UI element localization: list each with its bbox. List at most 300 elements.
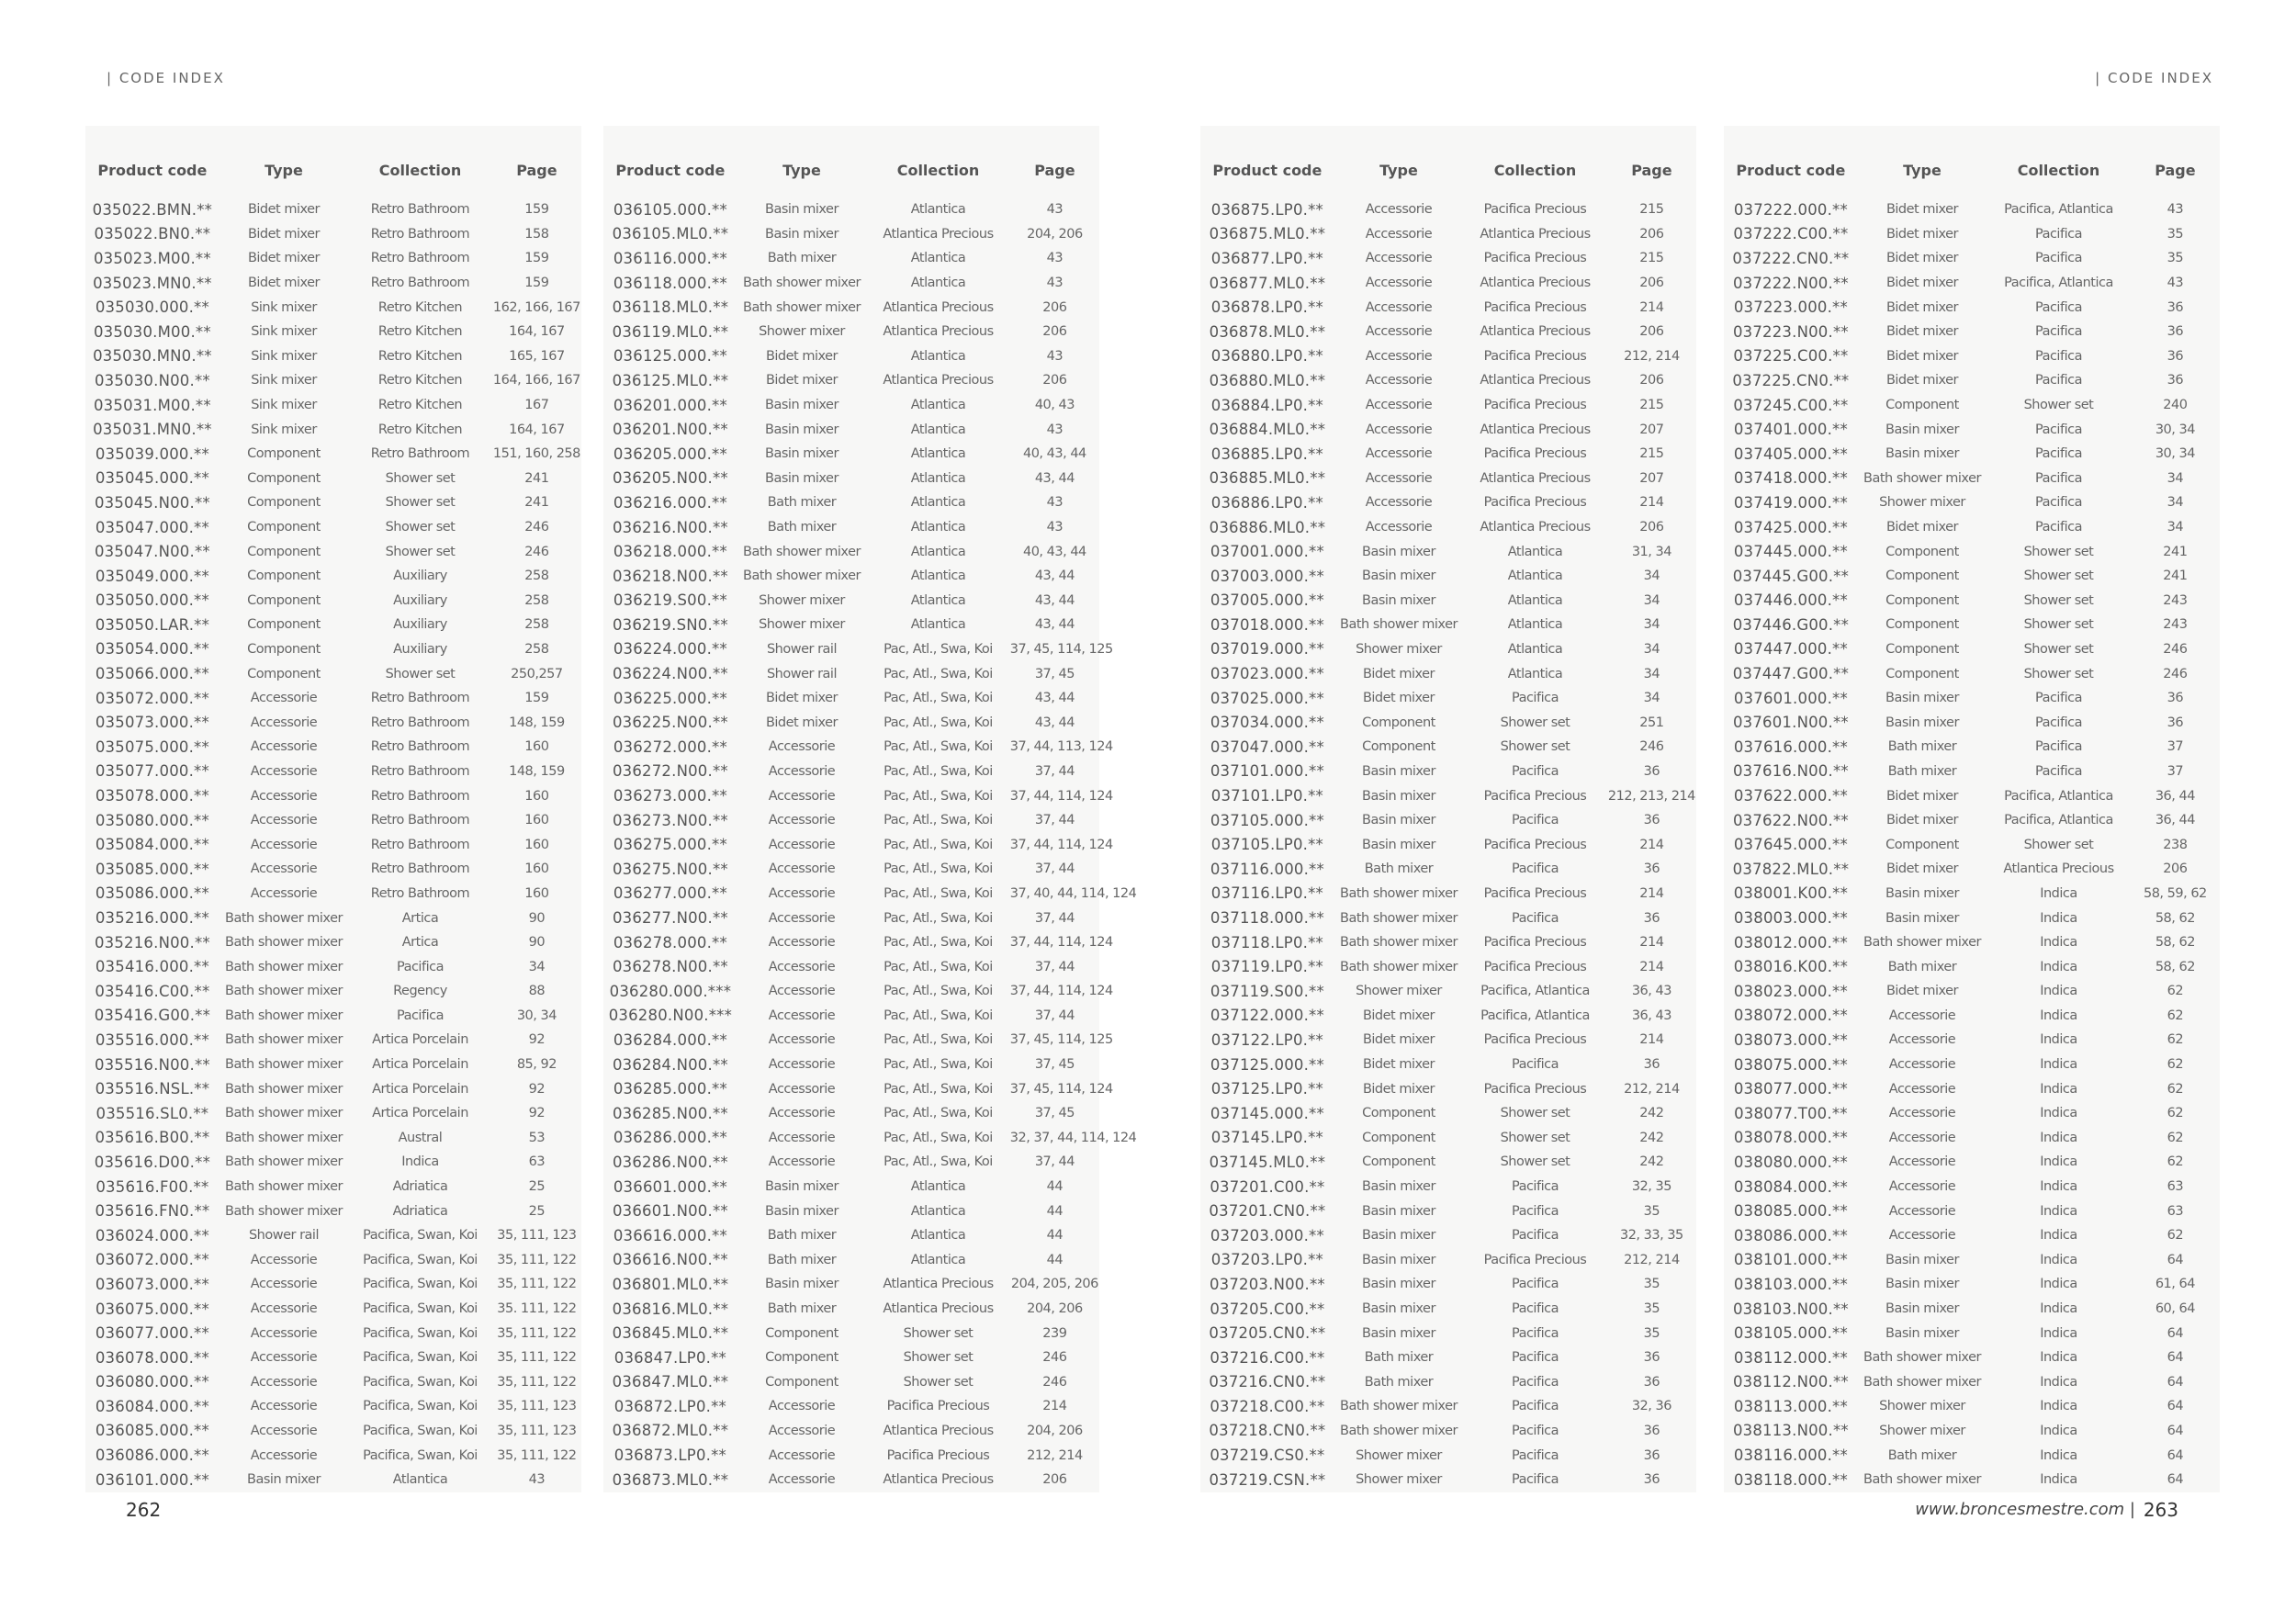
page-cell: 37, 45 bbox=[1034, 1106, 1075, 1121]
type-cell: Bath shower mixer bbox=[1863, 935, 1981, 951]
table-row bbox=[85, 1394, 581, 1419]
type-cell: Bath mixer bbox=[1364, 1350, 1434, 1366]
page-cell: 242 bbox=[1639, 1154, 1664, 1170]
type-cell: Basin mixer bbox=[765, 1179, 838, 1195]
page-cell: 37, 44, 114, 124 bbox=[1009, 837, 1113, 852]
table-row bbox=[85, 832, 581, 857]
page-cell: 43, 44 bbox=[1034, 592, 1075, 608]
collection-cell: Indica bbox=[2040, 1301, 2077, 1317]
column-header-page: Page bbox=[1034, 161, 1075, 179]
type-cell: Accessorie bbox=[1365, 226, 1433, 242]
product-code-cell: 036118.000.** bbox=[613, 274, 727, 292]
page-cell: 34 bbox=[1643, 641, 1660, 657]
table-row bbox=[603, 686, 1099, 711]
table-row bbox=[85, 320, 581, 344]
table-row bbox=[1724, 271, 2220, 296]
collection-cell: Pac, Atl., Swa, Koi bbox=[884, 691, 993, 706]
collection-cell: Pacifica bbox=[396, 959, 444, 974]
table-row bbox=[603, 1028, 1099, 1053]
table-row bbox=[85, 539, 581, 564]
table-row bbox=[1200, 539, 1696, 564]
collection-cell: Auxiliary bbox=[393, 617, 447, 633]
page-cell: 159 bbox=[524, 202, 549, 218]
page-cell: 206 bbox=[1042, 373, 1067, 388]
collection-cell: Pacifica bbox=[2034, 299, 2082, 315]
collection-cell: Shower set bbox=[2023, 837, 2094, 852]
product-code-cell: 036878.LP0.** bbox=[1210, 298, 1323, 317]
product-code-cell: 037145.000.** bbox=[1210, 1104, 1324, 1122]
table-row bbox=[1200, 832, 1696, 857]
page-cell: 63 bbox=[528, 1154, 546, 1170]
table-row bbox=[603, 906, 1099, 930]
page-cell: 44 bbox=[1046, 1228, 1064, 1244]
product-code-cell: 037216.C00.** bbox=[1210, 1348, 1325, 1367]
collection-cell: Indica bbox=[2040, 1447, 2077, 1463]
page-cell: 43, 44 bbox=[1034, 715, 1075, 730]
collection-cell: Retro Bathroom bbox=[370, 226, 470, 242]
page-cell: 43 bbox=[1046, 202, 1064, 218]
collection-cell: Pac, Atl., Swa, Koi bbox=[884, 837, 993, 852]
page-cell: 242 bbox=[1639, 1130, 1664, 1145]
page-cell: 212, 214 bbox=[1624, 1081, 1680, 1097]
type-cell: Basin mixer bbox=[1362, 569, 1435, 584]
product-code-cell: 037601.N00.** bbox=[1732, 714, 1849, 732]
product-code-cell: 036275.N00.** bbox=[612, 860, 728, 878]
type-cell: Component bbox=[247, 495, 321, 511]
collection-cell: Atlantica Precious bbox=[2003, 861, 2114, 877]
collection-cell: Pacifica bbox=[1511, 910, 1559, 926]
product-code-cell: 037225.CN0.** bbox=[1732, 371, 1850, 389]
table-row bbox=[1200, 197, 1696, 222]
product-code-cell: 035086.000.** bbox=[95, 884, 209, 903]
page-cell: 246 bbox=[2163, 641, 2188, 657]
table-row bbox=[1200, 1223, 1696, 1248]
table-row bbox=[1200, 368, 1696, 393]
product-code-cell: 036884.ML0.** bbox=[1209, 421, 1326, 439]
page-cell: 43 bbox=[1046, 422, 1064, 437]
type-cell: Bidet mixer bbox=[765, 691, 838, 706]
collection-cell: Shower set bbox=[1500, 1130, 1570, 1145]
collection-cell: Atlantica bbox=[910, 520, 966, 535]
product-code-cell: 036075.000.** bbox=[95, 1300, 209, 1318]
page-cell: 37, 44 bbox=[1034, 959, 1075, 974]
page-cell: 36 bbox=[1643, 1472, 1660, 1488]
table-row bbox=[85, 1150, 581, 1175]
product-code-cell: 036205.N00.** bbox=[612, 469, 728, 488]
product-code-cell: 035045.000.** bbox=[95, 469, 209, 488]
table-row bbox=[1200, 246, 1696, 271]
page-cell: 34 bbox=[1643, 569, 1660, 584]
product-code-cell: 038072.000.** bbox=[1733, 1007, 1848, 1025]
type-cell: Shower mixer bbox=[1356, 1472, 1442, 1488]
collection-cell: Pacifica, Swan, Koi bbox=[363, 1399, 478, 1414]
table-row bbox=[603, 1468, 1099, 1492]
table-row bbox=[1724, 613, 2220, 637]
collection-cell: Atlantica Precious bbox=[883, 1301, 994, 1317]
type-cell: Bidet mixer bbox=[1885, 373, 1959, 388]
page-cell: 92 bbox=[528, 1032, 546, 1048]
collection-cell: Pac, Atl., Swa, Koi bbox=[884, 1008, 993, 1023]
product-code-cell: 037105.000.** bbox=[1210, 811, 1324, 829]
table-row bbox=[85, 1076, 581, 1101]
type-cell: Bidet mixer bbox=[1885, 202, 1959, 218]
collection-cell: Artica bbox=[401, 935, 439, 951]
collection-cell: Shower set bbox=[2023, 398, 2094, 413]
type-cell: Accessorie bbox=[768, 1130, 836, 1145]
product-code-cell: 036284.N00.** bbox=[612, 1055, 728, 1074]
page-cell: 35 bbox=[1643, 1203, 1660, 1219]
collection-cell: Pacifica bbox=[2034, 470, 2082, 486]
product-code-cell: 035073.000.** bbox=[95, 714, 209, 732]
product-code-cell: 036272.000.** bbox=[613, 737, 727, 756]
product-code-cell: 036278.000.** bbox=[613, 933, 727, 951]
table-row bbox=[85, 393, 581, 418]
type-cell: Component bbox=[1885, 666, 1959, 681]
product-code-cell: 037218.C00.** bbox=[1210, 1397, 1325, 1415]
table-row bbox=[1724, 735, 2220, 760]
page-cell: 92 bbox=[528, 1106, 546, 1121]
product-code-cell: 035031.M00.** bbox=[93, 396, 211, 414]
page-cell: 214 bbox=[1042, 1399, 1067, 1414]
page-cell: 35, 111, 123 bbox=[497, 1399, 577, 1414]
table-row bbox=[1200, 857, 1696, 882]
type-cell: Basin mixer bbox=[1885, 422, 1959, 437]
table-row bbox=[1200, 808, 1696, 833]
collection-cell: Atlantica bbox=[1507, 666, 1563, 681]
collection-cell: Atlantica bbox=[910, 446, 966, 462]
type-cell: Accessorie bbox=[1888, 1154, 1956, 1170]
product-code-cell: 036280.N00.*** bbox=[608, 1007, 733, 1025]
collection-cell: Pac, Atl., Swa, Koi bbox=[884, 666, 993, 681]
page-cell: 37, 45 bbox=[1034, 1057, 1075, 1073]
collection-cell: Austral bbox=[398, 1130, 443, 1145]
type-cell: Bath shower mixer bbox=[1863, 1472, 1981, 1488]
product-code-cell: 035039.000.** bbox=[95, 445, 209, 463]
page-cell: 37 bbox=[2167, 739, 2184, 755]
type-cell: Shower mixer bbox=[1879, 495, 1965, 511]
table-row bbox=[1200, 1248, 1696, 1273]
page-cell: 43 bbox=[1046, 251, 1064, 266]
page-cell: 206 bbox=[1639, 373, 1664, 388]
table-row bbox=[1200, 344, 1696, 369]
table-row bbox=[1724, 882, 2220, 906]
collection-cell: Indica bbox=[2040, 1057, 2077, 1073]
page-cell: 37, 44 bbox=[1034, 763, 1075, 779]
product-code-cell: 036884.LP0.** bbox=[1210, 396, 1323, 414]
collection-cell: Indica bbox=[2040, 1203, 2077, 1219]
table-row bbox=[1724, 954, 2220, 979]
table-row bbox=[85, 613, 581, 637]
page-cell: 64 bbox=[2167, 1374, 2184, 1390]
table-row bbox=[1724, 467, 2220, 491]
product-code-cell: 037216.CN0.** bbox=[1209, 1373, 1326, 1391]
product-code-cell: 035047.000.** bbox=[95, 518, 209, 536]
table-row bbox=[1200, 1443, 1696, 1468]
table-row bbox=[1200, 271, 1696, 296]
table-row bbox=[1724, 1150, 2220, 1175]
collection-cell: Indica bbox=[2040, 1008, 2077, 1023]
table-row bbox=[1200, 1272, 1696, 1297]
collection-cell: Pacifica Precious bbox=[1483, 959, 1587, 974]
table-row bbox=[85, 930, 581, 955]
page-cell: 258 bbox=[524, 592, 549, 608]
page-cell: 37, 45, 114, 124 bbox=[1009, 1081, 1113, 1097]
page-cell: 246 bbox=[524, 520, 549, 535]
page-cell: 241 bbox=[524, 470, 549, 486]
page-cell: 214 bbox=[1639, 837, 1664, 852]
product-code-cell: 037425.000.** bbox=[1733, 518, 1848, 536]
page-cell: 206 bbox=[1639, 226, 1664, 242]
product-code-cell: 035216.000.** bbox=[95, 909, 209, 928]
collection-cell: Pacifica, Atlantica bbox=[1480, 1008, 1590, 1023]
product-code-cell: 036816.ML0.** bbox=[612, 1300, 729, 1318]
table-row bbox=[1724, 1223, 2220, 1248]
page-cell: 40, 43, 44 bbox=[1022, 446, 1086, 462]
collection-cell: Shower set bbox=[2023, 544, 2094, 559]
page-cell: 61, 64 bbox=[2155, 1277, 2195, 1292]
page-cell: 35, 111, 122 bbox=[497, 1252, 577, 1267]
table-row bbox=[603, 539, 1099, 564]
collection-cell: Adriatica bbox=[392, 1179, 448, 1195]
product-code-cell: 035047.N00.** bbox=[94, 543, 210, 561]
table-row bbox=[1724, 344, 2220, 369]
table-row bbox=[1724, 710, 2220, 735]
code-index-table bbox=[1724, 142, 2220, 1492]
type-cell: Component bbox=[247, 446, 321, 462]
table-row bbox=[85, 954, 581, 979]
type-cell: Bath mixer bbox=[767, 520, 837, 535]
type-cell: Accessorie bbox=[768, 1008, 836, 1023]
website-url[interactable]: www.broncesmestre.com | bbox=[1915, 1500, 2135, 1519]
collection-cell: Pacifica bbox=[2034, 691, 2082, 706]
product-code-cell: 037203.000.** bbox=[1210, 1226, 1324, 1244]
type-cell: Accessorie bbox=[768, 959, 836, 974]
page-cell: 30, 34 bbox=[2155, 446, 2195, 462]
table-row bbox=[85, 295, 581, 320]
collection-cell: Artica Porcelain bbox=[372, 1106, 468, 1121]
product-code-cell: 037003.000.** bbox=[1210, 567, 1324, 585]
page-cell: 63 bbox=[2167, 1179, 2184, 1195]
collection-cell: Pac, Atl., Swa, Koi bbox=[884, 1154, 993, 1170]
collection-cell: Atlantica bbox=[910, 422, 966, 437]
type-cell: Basin mixer bbox=[1362, 1325, 1435, 1341]
type-cell: Bidet mixer bbox=[247, 202, 321, 218]
collection-cell: Indica bbox=[2040, 1325, 2077, 1341]
table-row bbox=[603, 832, 1099, 857]
page-cell: 90 bbox=[528, 910, 546, 926]
product-code-cell: 038112.000.** bbox=[1733, 1348, 1848, 1367]
table-row bbox=[85, 1175, 581, 1199]
table-row bbox=[1724, 246, 2220, 271]
product-code-cell: 035216.N00.** bbox=[94, 933, 210, 951]
table-row bbox=[1724, 197, 2220, 222]
page-cell: 43, 44 bbox=[1034, 470, 1075, 486]
collection-cell: Pac, Atl., Swa, Koi bbox=[884, 739, 993, 755]
type-cell: Accessorie bbox=[250, 739, 318, 755]
product-code-cell: 036101.000.** bbox=[95, 1470, 209, 1489]
page-cell: 34 bbox=[1643, 592, 1660, 608]
page-cell: 240 bbox=[2163, 398, 2188, 413]
page-cell: 35, 111, 122 bbox=[497, 1325, 577, 1341]
table-row bbox=[1200, 686, 1696, 711]
table-row bbox=[85, 1443, 581, 1468]
table-row bbox=[603, 1223, 1099, 1248]
product-code-cell: 036286.000.** bbox=[613, 1129, 727, 1147]
product-code-cell: 036073.000.** bbox=[95, 1275, 209, 1293]
page-cell: 62 bbox=[2167, 1106, 2184, 1121]
product-code-cell: 037023.000.** bbox=[1210, 665, 1324, 683]
page-cell: 37, 44, 114, 124 bbox=[1009, 935, 1113, 951]
product-code-cell: 036077.000.** bbox=[95, 1324, 209, 1343]
product-code-cell: 036224.000.** bbox=[613, 640, 727, 659]
page-cell: 64 bbox=[2167, 1325, 2184, 1341]
product-code-cell: 036847.ML0.** bbox=[612, 1373, 729, 1391]
table-row bbox=[1200, 1076, 1696, 1101]
table-row bbox=[1200, 1175, 1696, 1199]
page-cell: 162, 166, 167 bbox=[492, 299, 580, 315]
product-code-cell: 037001.000.** bbox=[1210, 543, 1324, 561]
collection-cell: Indica bbox=[2040, 1081, 2077, 1097]
product-code-cell: 035084.000.** bbox=[95, 836, 209, 854]
page-cell: 36 bbox=[1643, 1350, 1660, 1366]
collection-cell: Pac, Atl., Swa, Koi bbox=[884, 763, 993, 779]
page-cell: 36 bbox=[1643, 813, 1660, 828]
page-cell: 35, 111, 123 bbox=[497, 1423, 577, 1438]
product-code-cell: 037205.CN0.** bbox=[1209, 1324, 1326, 1343]
type-cell: Accessorie bbox=[1365, 299, 1433, 315]
type-cell: Shower mixer bbox=[759, 617, 845, 633]
table-row bbox=[603, 393, 1099, 418]
page-cell: 250,257 bbox=[511, 666, 563, 681]
product-code-cell: 036277.N00.** bbox=[612, 909, 728, 928]
collection-cell: Retro Kitchen bbox=[377, 324, 463, 340]
page-cell: 62 bbox=[2167, 984, 2184, 999]
product-code-cell: 037401.000.** bbox=[1733, 421, 1848, 439]
product-code-cell: 035030.M00.** bbox=[93, 322, 211, 341]
product-code-cell: 038105.000.** bbox=[1733, 1324, 1848, 1343]
product-code-cell: 036218.N00.** bbox=[612, 567, 728, 585]
type-cell: Accessorie bbox=[1365, 373, 1433, 388]
table-row bbox=[1724, 368, 2220, 393]
collection-cell: Shower set bbox=[903, 1350, 974, 1366]
table-row bbox=[1200, 1199, 1696, 1223]
type-cell: Accessorie bbox=[250, 885, 318, 901]
type-cell: Accessorie bbox=[1365, 446, 1433, 462]
type-cell: Component bbox=[247, 592, 321, 608]
type-cell: Accessorie bbox=[250, 1423, 318, 1438]
product-code-cell: 036878.ML0.** bbox=[1209, 322, 1326, 341]
page-cell: 25 bbox=[528, 1203, 546, 1219]
collection-cell: Pac, Atl., Swa, Koi bbox=[884, 1057, 993, 1073]
type-cell: Accessorie bbox=[1888, 1008, 1956, 1023]
table-row bbox=[85, 857, 581, 882]
table-row bbox=[1200, 393, 1696, 418]
type-cell: Shower mixer bbox=[1356, 1447, 1442, 1463]
table-row bbox=[1200, 882, 1696, 906]
product-code-cell: 035080.000.** bbox=[95, 811, 209, 829]
product-code-cell: 035075.000.** bbox=[95, 737, 209, 756]
product-code-cell: 035416.C00.** bbox=[95, 982, 210, 1000]
collection-cell: Retro Bathroom bbox=[370, 739, 470, 755]
product-code-cell: 036284.000.** bbox=[613, 1030, 727, 1049]
product-code-cell: 036105.ML0.** bbox=[612, 225, 729, 243]
type-cell: Accessorie bbox=[768, 910, 836, 926]
column-header-collection: Collection bbox=[896, 161, 980, 179]
page-cell: 58, 62 bbox=[2155, 910, 2195, 926]
product-code-cell: 036219.S00.** bbox=[613, 591, 727, 610]
table-row bbox=[85, 783, 581, 808]
table-row bbox=[85, 637, 581, 662]
product-code-cell: 037222.000.** bbox=[1733, 200, 1848, 219]
table-row bbox=[1724, 686, 2220, 711]
product-code-cell: 035022.BMN.** bbox=[92, 200, 213, 219]
table-row bbox=[1200, 637, 1696, 662]
collection-cell: Atlantica bbox=[1507, 569, 1563, 584]
type-cell: Bath shower mixer bbox=[225, 1032, 343, 1048]
product-code-cell: 038078.000.** bbox=[1733, 1129, 1848, 1147]
collection-cell: Retro Bathroom bbox=[370, 715, 470, 730]
table-row bbox=[85, 1370, 581, 1395]
page-cell: 206 bbox=[1042, 299, 1067, 315]
type-cell: Bidet mixer bbox=[247, 276, 321, 291]
type-cell: Bidet mixer bbox=[1885, 520, 1959, 535]
product-code-cell: 037219.CSN.** bbox=[1209, 1470, 1326, 1489]
page-cell: 214 bbox=[1639, 935, 1664, 951]
product-code-cell: 037119.S00.** bbox=[1210, 982, 1324, 1000]
table-row bbox=[85, 686, 581, 711]
product-code-cell: 037418.000.** bbox=[1733, 469, 1848, 488]
product-code-cell: 037145.LP0.** bbox=[1210, 1129, 1323, 1147]
page-cell: 36 bbox=[1643, 1447, 1660, 1463]
table-row bbox=[1200, 222, 1696, 247]
collection-cell: Pac, Atl., Swa, Koi bbox=[884, 959, 993, 974]
collection-cell: Shower set bbox=[2023, 666, 2094, 681]
table-row bbox=[603, 808, 1099, 833]
collection-cell: Atlantica bbox=[392, 1472, 448, 1488]
collection-cell: Pacifica Precious bbox=[1483, 1081, 1587, 1097]
collection-cell: Indica bbox=[2040, 885, 2077, 901]
type-cell: Accessorie bbox=[250, 1301, 318, 1317]
collection-cell: Artica bbox=[401, 910, 439, 926]
type-cell: Bidet mixer bbox=[1885, 813, 1959, 828]
table-row bbox=[85, 344, 581, 369]
page-cell: 36 bbox=[2167, 715, 2184, 730]
column-header-collection: Collection bbox=[2017, 161, 2100, 179]
type-cell: Accessorie bbox=[250, 1399, 318, 1414]
page-cell: 35, 111, 122 bbox=[497, 1277, 577, 1292]
collection-cell: Pacifica, Atlantica bbox=[2004, 813, 2113, 828]
collection-cell: Pacifica bbox=[2034, 739, 2082, 755]
collection-cell: Pacifica bbox=[2034, 495, 2082, 511]
column-header-page: Page bbox=[1631, 161, 1672, 179]
collection-cell: Shower set bbox=[385, 666, 456, 681]
table-row bbox=[1724, 1321, 2220, 1345]
table-row bbox=[1724, 222, 2220, 247]
table-row bbox=[85, 760, 581, 784]
page-cell: 214 bbox=[1639, 959, 1664, 974]
table-row bbox=[603, 1321, 1099, 1345]
type-cell: Accessorie bbox=[1888, 1106, 1956, 1121]
table-row bbox=[1724, 564, 2220, 589]
table-row bbox=[603, 1004, 1099, 1029]
type-cell: Accessorie bbox=[768, 1472, 836, 1488]
product-code-cell: 036877.ML0.** bbox=[1209, 274, 1326, 292]
collection-cell: Atlantica bbox=[910, 1252, 966, 1267]
code-index-table bbox=[603, 142, 1137, 1492]
collection-cell: Retro Kitchen bbox=[377, 398, 463, 413]
type-cell: Bidet mixer bbox=[1885, 276, 1959, 291]
product-code-cell: 036225.000.** bbox=[613, 689, 727, 707]
